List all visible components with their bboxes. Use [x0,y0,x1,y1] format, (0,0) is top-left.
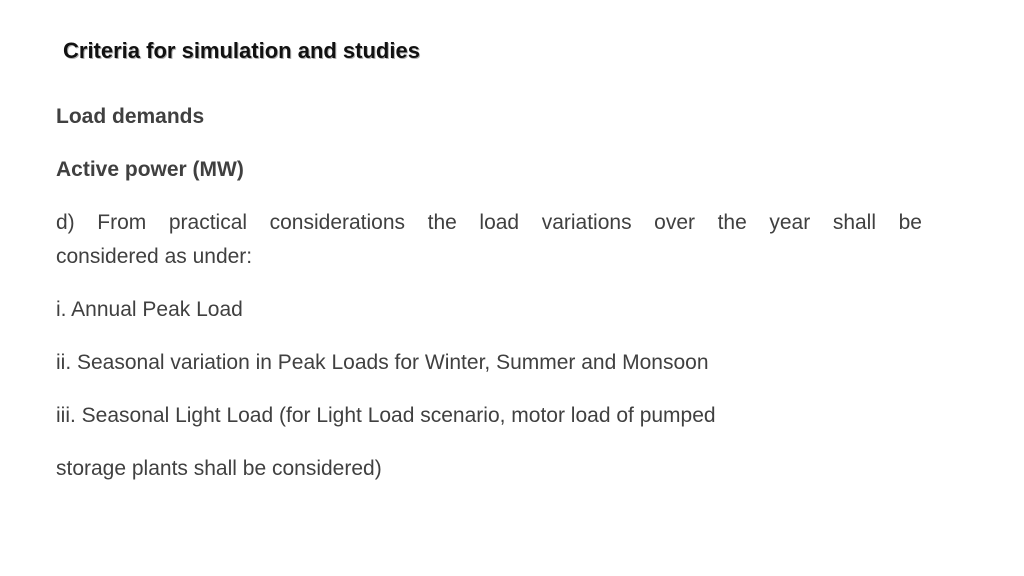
word: shall [832,211,877,234]
list-item-annual-peak: i. Annual Peak Load [56,298,243,321]
list-item-seasonal-light-line2: storage plants shall be considered) [56,457,382,480]
paragraph-d-line1 [56,201,922,244]
word: the [717,211,747,234]
heading-active-power: Active power (MW) [56,158,244,181]
word: d) [56,211,75,234]
list-item-seasonal-light-line1: iii. Seasonal Light Load (for Light Load scenario, motor load of pumped [56,404,716,427]
list-item-seasonal-peak: ii. Seasonal variation in Peak Loads for Winter, Summer and Monsoon [56,351,709,374]
paragraph-d [56,201,922,270]
heading-load-demands: Load demands [56,105,205,128]
word: considerations [269,211,406,234]
word: year [769,211,811,234]
paragraph-d-line2: considered as under: [56,245,253,268]
word: variations [541,211,632,234]
word: practical [168,211,248,234]
word: be [898,211,922,234]
word: over [654,211,696,234]
word: From [97,211,147,234]
word: load [479,211,520,234]
word: the [427,211,457,234]
slide-content [56,104,922,482]
slide-title: Criteria for simulation and studies [63,38,420,63]
